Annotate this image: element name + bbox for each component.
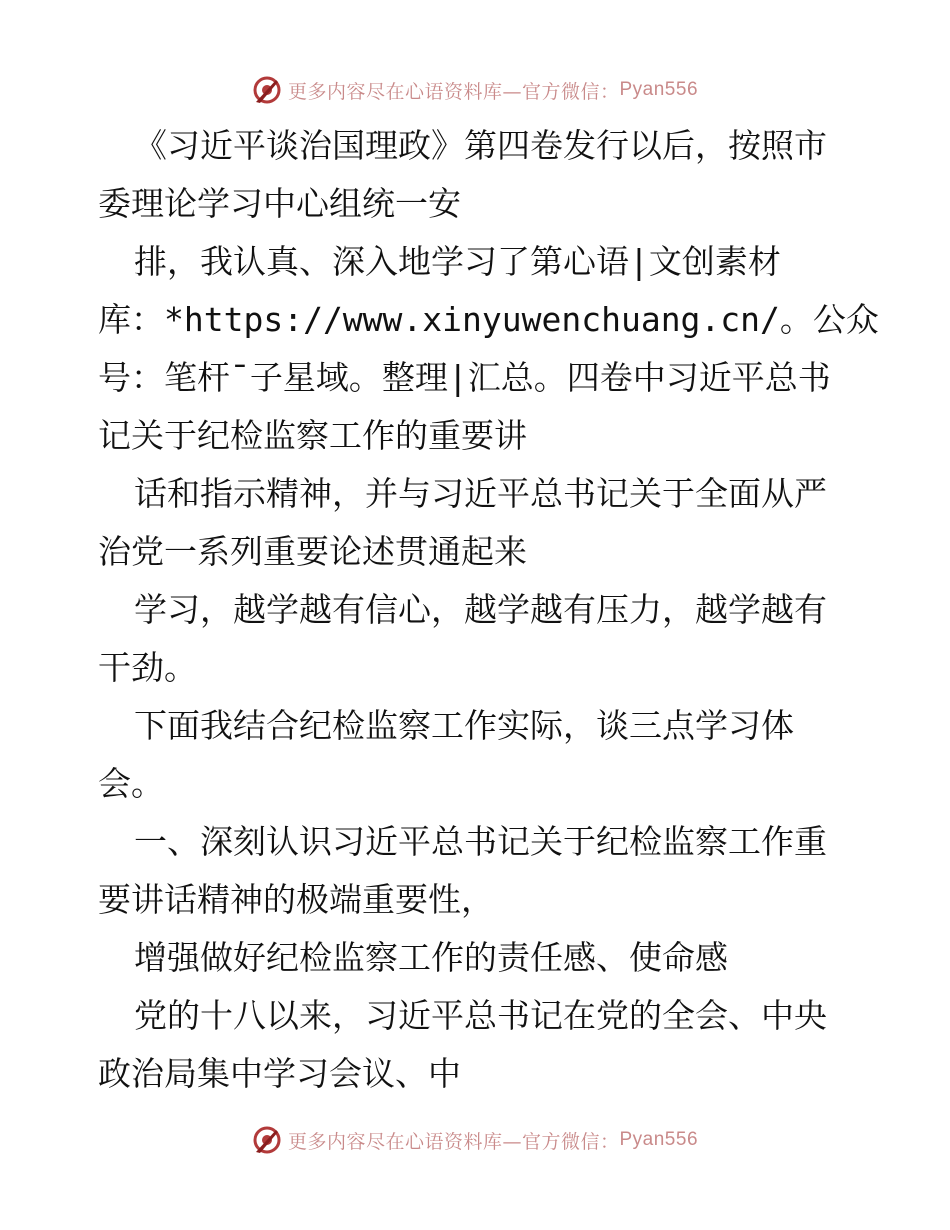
text-line: 政治局集中学习会议、中 [98, 1054, 461, 1093]
text-line: 话和指示精神，并与习近平总书记关于全面从严 [134, 474, 827, 513]
text-line: 下面我结合纪检监察工作实际，谈三点学习体 [134, 706, 794, 745]
banner-wechat-id: Pyan556 [619, 79, 699, 100]
text-line: 库：*https://www.xinyuwenchuang.cn/。公众 [98, 300, 879, 339]
text-line: 会。 [98, 764, 164, 803]
text-line: 委理论学习中心组统一安 [98, 184, 461, 223]
text-line: 要讲话精神的极端重要性， [98, 880, 494, 919]
text-line: 增强做好纪检监察工作的责任感、使命感 [134, 938, 728, 977]
footer-watermark-banner [0, 1122, 950, 1158]
quill-logo-icon [252, 1125, 282, 1155]
text-line: 党的十八以来，习近平总书记在党的全会、中央 [134, 996, 827, 1035]
banner-text: 更多内容尽在心语资料库—官方微信： [287, 1130, 620, 1153]
text-line: 排，我认真、深入地学习了第心语|文创素材 [134, 242, 781, 281]
banner-text: 更多内容尽在心语资料库—官方微信： [287, 80, 620, 103]
text-line: 干劲。 [98, 648, 197, 687]
banner-wechat-id: Pyan556 [619, 1129, 699, 1150]
text-line: 《习近平谈治国理政》第四卷发行以后，按照市 [134, 126, 827, 165]
text-line: 号：笔杆¯子星域。整理|汇总。四卷中习近平总书 [98, 358, 831, 397]
text-line: 治党一系列重要论述贯通起来 [98, 532, 527, 571]
text-line: 记关于纪检监察工作的重要讲 [98, 416, 527, 455]
text-line: 一、深刻认识习近平总书记关于纪检监察工作重 [134, 822, 827, 861]
header-watermark-banner [0, 72, 950, 108]
text-line: 学习，越学越有信心，越学越有压力，越学越有 [134, 590, 827, 629]
quill-logo-icon [252, 75, 282, 105]
